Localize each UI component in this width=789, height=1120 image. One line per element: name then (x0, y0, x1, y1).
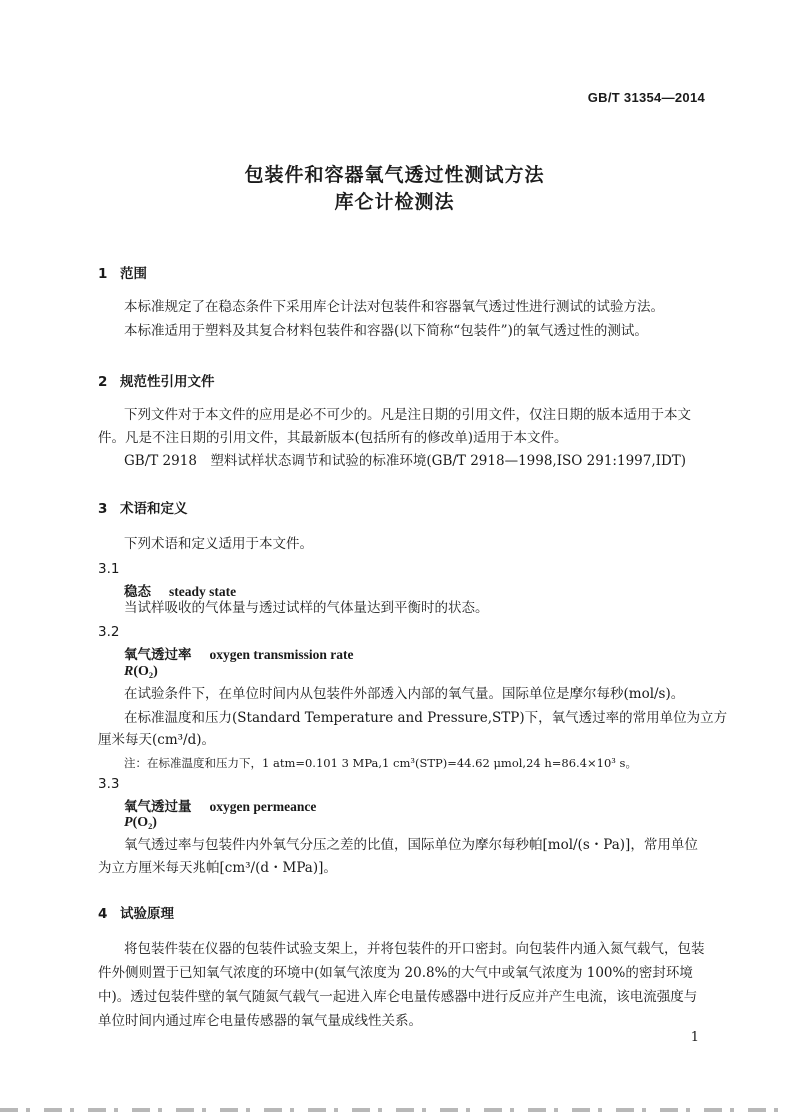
clause-3-3-number: 3.3 (98, 776, 120, 792)
document-title-line2: 库仑计检测法 (334, 191, 455, 213)
reference-gbt-2918: GB/T 2918 塑料试样状态调节和试验的标准环境(GB/T 2918—1998,ISO 291:1997,IDT) (124, 453, 687, 469)
normative-refs-line-2: 件。凡是不注日期的引用文件，其最新版本(包括所有的修改单)适用于本文件。 (98, 430, 568, 446)
term-english: oxygen permeance (209, 799, 317, 814)
term-chinese: 氧气透过率 (124, 647, 192, 663)
section-number: 1 (98, 266, 108, 282)
symbol-letter: R (124, 664, 134, 679)
section-title: 范围 (120, 266, 147, 282)
definition-otr-1: 在试验条件下，在单位时间内从包装件外部透入内部的氧气量。国际单位是摩尔每秒(mol/s)。 (124, 686, 685, 702)
term-english: steady state (169, 584, 237, 599)
principle-line-1: 将包装件装在仪器的包装件试验支架上，并将包装件的开口密封。向包装件内通入氮气载气，包装 (124, 941, 705, 957)
term-chinese: 稳态 (124, 584, 151, 600)
definition-permeance-1b: 为立方厘米每天兆帕[cm³/(d・MPa)]。 (98, 860, 337, 876)
scope-paragraph-2: 本标准适用于塑料及其复合材料包装件和容器(以下简称“包装件”)的氧气透过性的测试。 (124, 323, 648, 339)
section-title: 规范性引用文件 (120, 374, 215, 390)
section-2-heading (98, 370, 215, 390)
symbol-letter: P (124, 815, 133, 830)
section-3-heading (98, 497, 188, 517)
term-english: oxygen transmission rate (209, 647, 354, 662)
term-oxygen-transmission-rate (124, 643, 354, 663)
principle-line-2: 件外侧则置于已知氧气浓度的环境中(如氧气浓度为 20.8%的大气中或氧气浓度为 100%的密封环境 (98, 965, 693, 981)
section-1-heading (98, 262, 147, 282)
symbol-subscript: (O₂) (133, 664, 158, 679)
symbol-p-o2 (124, 815, 157, 831)
section-number: 3 (98, 501, 108, 517)
scan-artifact-divider (0, 1108, 789, 1112)
definition-steady-state: 当试样吸收的气体量与透过试样的气体量达到平衡时的状态。 (124, 600, 489, 616)
section-number: 2 (98, 374, 108, 390)
section-title: 试验原理 (120, 906, 174, 922)
clause-3-2-number: 3.2 (98, 624, 120, 640)
section-4-heading (98, 902, 174, 922)
principle-line-4: 单位时间内通过库仑电量传感器的氧气量成线性关系。 (98, 1013, 422, 1029)
page-number: 1 (690, 1030, 699, 1045)
document-title-line1: 包装件和容器氧气透过性测试方法 (244, 164, 545, 186)
scope-paragraph-1: 本标准规定了在稳态条件下采用库仑计法对包装件和容器氧气透过性进行测试的试验方法。 (124, 299, 664, 315)
definition-otr-2a: 在标准温度和压力(Standard Temperature and Pressure,STP)下，氧气透过率的常用单位为立方 (124, 710, 728, 726)
principle-line-3: 中)。透过包装件壁的氧气随氮气载气一起进入库仑电量传感器中进行反应并产生电流，该电流强度与 (98, 989, 698, 1005)
symbol-r-o2 (124, 664, 158, 680)
normative-refs-line-1: 下列文件对于本文件的应用是必不可少的。凡是注日期的引用文件，仅注日期的版本适用于本文 (124, 407, 691, 423)
definition-permeance-1a: 氧气透过率与包装件内外氧气分压之差的比值，国际单位为摩尔每秒帕[mol/(s・Pa)]，常用单位 (124, 837, 698, 853)
section-title: 术语和定义 (120, 501, 188, 517)
note-stp: 注：在标准温度和压力下，1 atm=0.101 3 MPa,1 cm³(STP)=44.62 μmol,24 h=86.4×10³ s。 (124, 756, 637, 770)
symbol-subscript: (O₂) (132, 815, 157, 830)
standard-code: GB/T 31354—2014 (587, 90, 705, 105)
terms-intro: 下列术语和定义适用于本文件。 (124, 536, 313, 552)
section-number: 4 (98, 906, 108, 922)
term-chinese: 氧气透过量 (124, 799, 192, 815)
definition-otr-2b: 厘米每天(cm³/d)。 (98, 732, 215, 748)
term-oxygen-permeance (124, 795, 316, 815)
clause-3-1-number: 3.1 (98, 561, 120, 577)
